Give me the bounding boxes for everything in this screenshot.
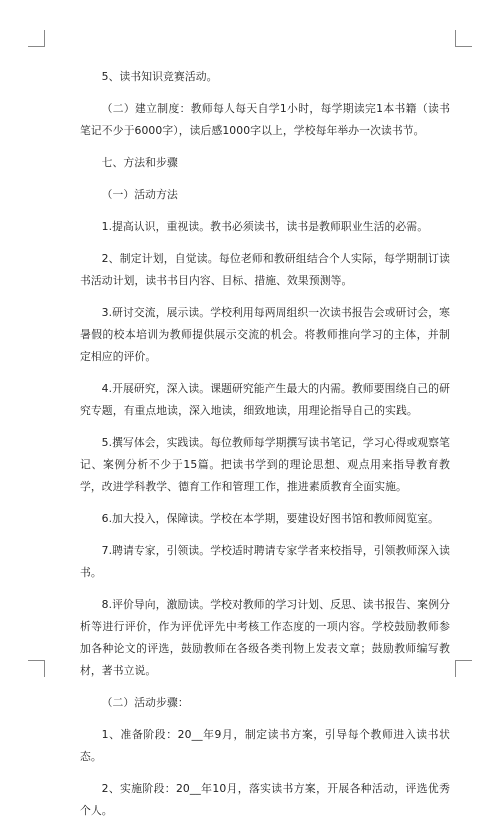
paragraph-method-4: 4.开展研究，深入读。课题研究能产生最大的内需。教师要围绕自己的研究专题，有重点地读，深入地读，细致地读，用理论指导自己的实践。 — [80, 382, 450, 417]
page-corner-mark-top-left — [28, 30, 45, 47]
document-body — [80, 66, 450, 832]
paragraph-step-2: 2、实施阶段：20__年10月，落实读书方案，开展各种活动，评选优秀个人。 — [80, 782, 450, 817]
paragraph-step-1: 1、准备阶段：20__年9月，制定读书方案，引导每个教师进入读书状态。 — [80, 728, 450, 763]
paragraph-method-8: 8.评价导向，激励读。学校对教师的学习计划、反思、读书报告、案例分析等进行评价，作为评优评先中考核工作态度的一项内容。学校鼓励教师参加各种论文的评选，鼓励教师在各级各类刊物上发表文章；鼓励教师编写教材，著书立说。 — [80, 598, 450, 677]
page-corner-mark-top-right — [455, 30, 472, 47]
section-heading-methods: 七、方法和步骤 — [101, 156, 178, 169]
paragraph-method-2: 2、制定计划，自觉读。每位老师和教研组结合个人实际，每学期制订读书活动计划，读书书目内容、目标、措施、效果预测等。 — [80, 252, 450, 287]
paragraph-method-5: 5.撰写体会，实践读。每位教师每学期撰写读书笔记，学习心得或观察笔记、案例分析不少于15篇。把读书学到的理论思想、观点用来指导教育教学，改进学科教学、德育工作和管理工作，推进素质教育全面实施。 — [80, 436, 450, 493]
paragraph-system: （二）建立制度：教师每人每天自学1小时，每学期读完1本书籍（读书笔记不少于6000字），读后感1000字以上，学校每年举办一次读书节。 — [80, 102, 450, 137]
paragraph-method-1: 1.提高认识，重视读。教书必须读书，读书是教师职业生活的必需。 — [101, 220, 429, 233]
paragraph-method-3: 3.研讨交流，展示读。学校利用每两周组织一次读书报告会或研讨会，寒暑假的校本培训为教师提供展示交流的机会。将教师推向学习的主体，并制定相应的评价。 — [80, 306, 450, 363]
paragraph-method-6: 6.加大投入，保障读。学校在本学期，要建设好图书馆和教师阅览室。 — [101, 512, 439, 525]
page-corner-mark-bottom-left — [28, 660, 45, 677]
page-corner-mark-bottom-right — [455, 660, 472, 677]
paragraph-method-7: 7.聘请专家，引领读。学校适时聘请专家学者来校指导，引领教师深入读书。 — [80, 544, 450, 579]
paragraph-item-5: 5、读书知识竞赛活动。 — [101, 70, 218, 83]
subheading-activity-methods: （一）活动方法 — [101, 188, 178, 201]
subheading-activity-steps: （二）活动步骤： — [101, 696, 189, 709]
